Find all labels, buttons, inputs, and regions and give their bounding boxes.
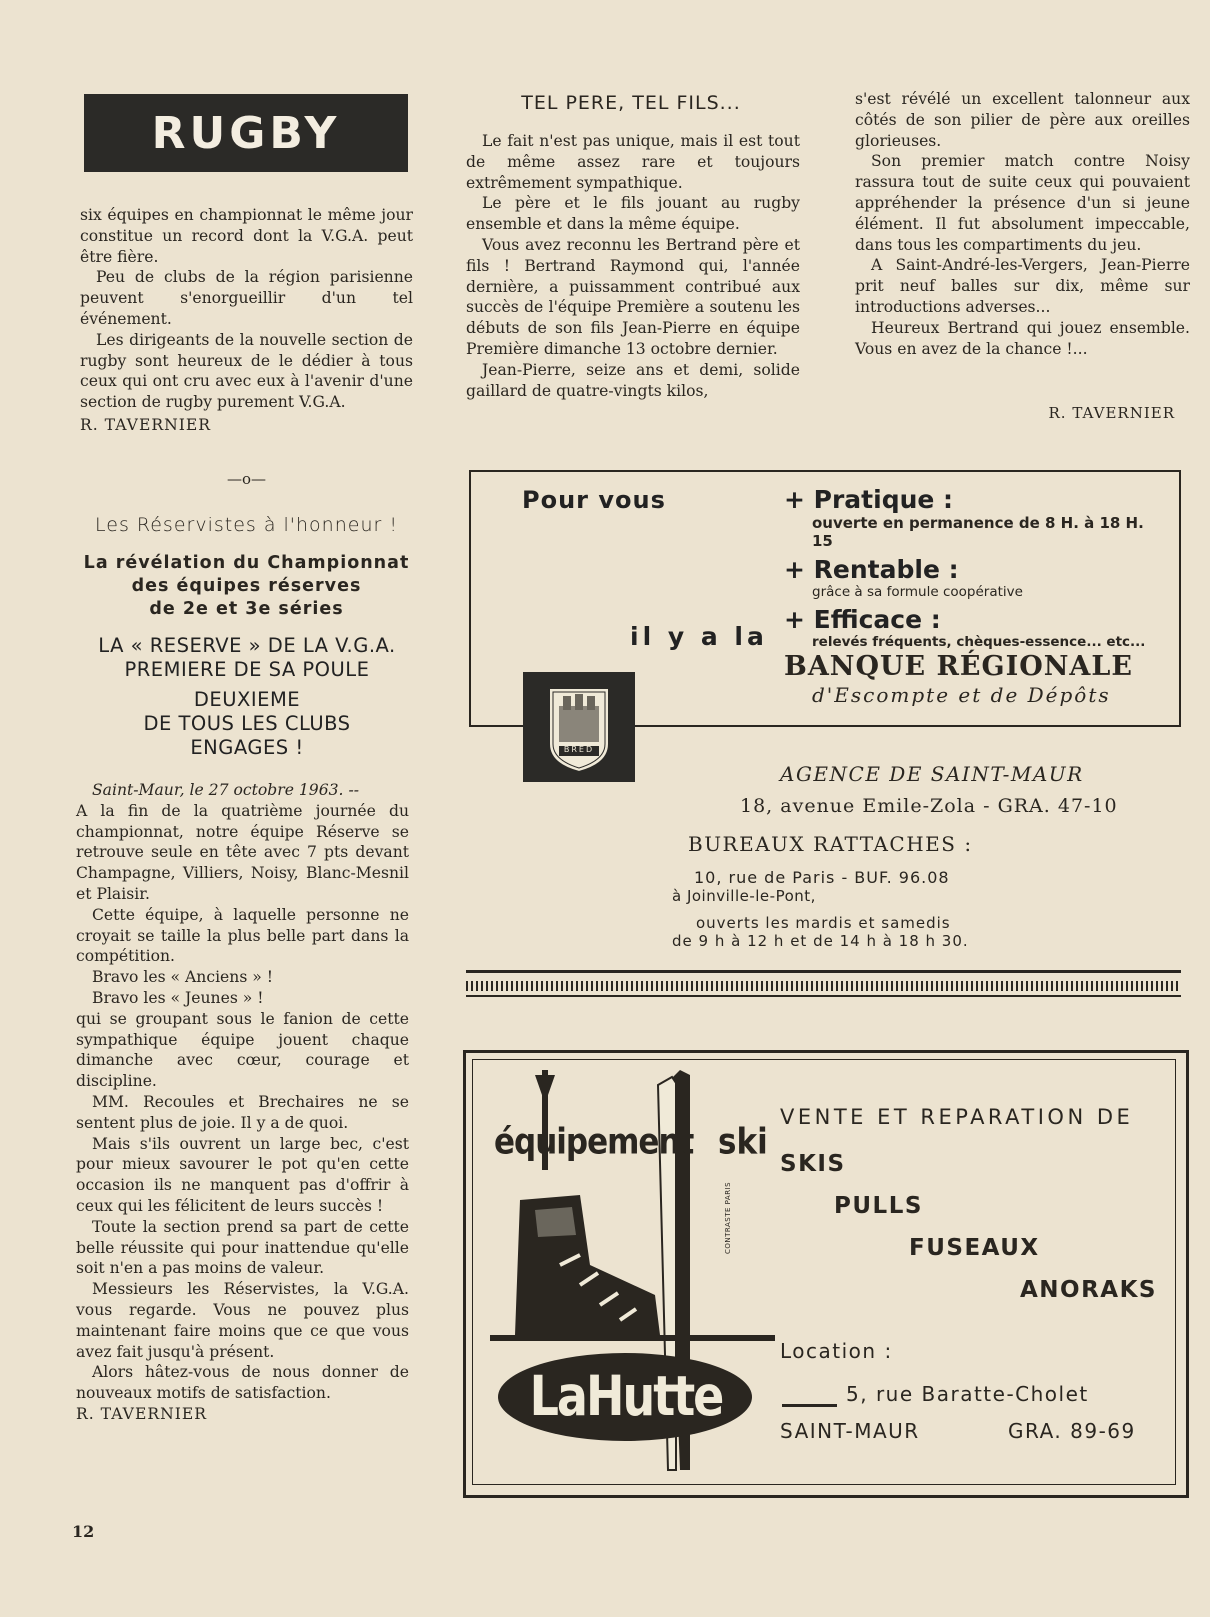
paragraph: MM. Recoules et Brechaires ne se sentent plus de joie. Il y a de quoi. bbox=[76, 1092, 409, 1132]
equipement-label: équipement bbox=[494, 1121, 694, 1163]
vente-line: VENTE ET REPARATION DE bbox=[780, 1105, 1134, 1129]
hours-line: de 9 h à 12 h et de 14 h à 18 h 30. bbox=[672, 932, 969, 950]
left-column-article bbox=[76, 780, 409, 1425]
address-underline bbox=[782, 1404, 837, 1407]
bureaux-heading: BUREAUX RATTACHES : bbox=[688, 832, 973, 856]
paragraph: Le fait n'est pas unique, mais il est tout de même assez rare et toujours extrêmement sympathique. bbox=[466, 132, 800, 192]
middle-column bbox=[466, 131, 800, 401]
logo-text: BRED bbox=[563, 745, 595, 754]
headline-line: ENGAGES ! bbox=[190, 736, 304, 759]
revelation-line: de 2e et 3e séries bbox=[149, 599, 344, 619]
bank-subname: d'Escompte et de Dépôts bbox=[812, 683, 1111, 707]
il-y-a-la-label: il y a la bbox=[630, 622, 768, 651]
location-label: Location : bbox=[780, 1339, 893, 1363]
paragraph: Peu de clubs de la région parisienne peuvent s'enorgueillir d'un tel événement. bbox=[80, 268, 413, 328]
bureau-address: 10, rue de Paris - BUF. 96.08 bbox=[694, 868, 950, 887]
headline-line: LA « RESERVE » DE LA V.G.A. bbox=[98, 634, 396, 657]
ski-shop-city: SAINT-MAUR bbox=[780, 1419, 920, 1443]
hours-line: ouverts les mardis et samedis bbox=[696, 914, 951, 932]
divider-rule bbox=[466, 995, 1181, 997]
pour-vous-label: Pour vous bbox=[522, 486, 666, 514]
rugby-section-banner: RUGBY bbox=[84, 94, 408, 172]
middle-article-title: TEL PERE, TEL FILS... bbox=[521, 92, 741, 114]
bred-shield-icon bbox=[523, 672, 635, 782]
signature: R. TAVERNIER bbox=[80, 415, 212, 434]
paragraph: s'est révélé un excellent talonneur aux côtés de son pilier de père aux oreilles glorieuses. bbox=[855, 90, 1190, 150]
paragraph: Alors hâtez-vous de nous donner de nouveaux motifs de satisfaction. bbox=[76, 1363, 409, 1403]
paragraph: Messieurs les Réservistes, la V.G.A. vous regarde. Vous ne pouvez plus maintenant faire moins que ce que vous avez fait jusqu'à présent. bbox=[76, 1280, 409, 1361]
bred-logo bbox=[523, 672, 635, 782]
product-fuseaux: FUSEAUX bbox=[909, 1235, 1040, 1261]
signature: R. TAVERNIER bbox=[76, 1404, 208, 1423]
product-anoraks: ANORAKS bbox=[1020, 1277, 1157, 1303]
ski-label: ski bbox=[718, 1121, 768, 1163]
signature: R. TAVERNIER bbox=[1048, 404, 1175, 422]
revelation-line: des équipes réserves bbox=[131, 576, 362, 596]
dateline: Saint-Maur, le 27 octobre 1963. -- bbox=[92, 781, 360, 799]
paragraph: Son premier match contre Noisy rassura tout de suite ceux qui pouvaient appréhender la présence d'un si jeune élément. Il fut absolument impeccable, dans tous les compartiments du jeu. bbox=[855, 152, 1190, 254]
product-pulls: PULLS bbox=[834, 1193, 923, 1219]
bank-name: BANQUE RÉGIONALE bbox=[784, 651, 1133, 682]
right-column bbox=[855, 89, 1190, 359]
paragraph: Jean-Pierre, seize ans et demi, solide gaillard de quatre-vingts kilos, bbox=[466, 360, 800, 400]
divider-hatch bbox=[466, 981, 1181, 991]
reservists-title: Les Réservistes à l'honneur ! bbox=[95, 514, 398, 536]
headline-line: DE TOUS LES CLUBS bbox=[143, 712, 351, 735]
paragraph: Toute la section prend sa part de cette belle réussite qui pour inattendue qu'elle soit n'en a pas moins de valeur. bbox=[76, 1217, 409, 1278]
paragraph: Bravo les « Jeunes » ! bbox=[92, 988, 264, 1007]
paragraph: A la fin de la quatrième journée du championnat, notre équipe Réserve se retrouve seule en tête avec 7 pts devant Champagne, Villiers, Noisy, Blanc-Mesnil et Plaisir. bbox=[76, 801, 409, 903]
page-number: 12 bbox=[72, 1522, 95, 1541]
headline-line: PREMIERE DE SA POULE bbox=[124, 658, 370, 681]
separator: —o— bbox=[226, 470, 267, 488]
paragraph: Les dirigeants de la nouvelle section de rugby sont heureux de le dédier à tous ceux qui ont cru avec eux à l'avenir d'une section de rugby purement V.G.A. bbox=[80, 330, 413, 412]
paragraph: Vous avez reconnu les Bertrand père et fils ! Bertrand Raymond qui, l'année dernière, a puissamment contribué aux succès de l'équipe Première a soutenu les débuts de son fils Jean-Pierre en équipe Première dimanche 13 octobre dernier. bbox=[466, 235, 800, 358]
left-column-intro bbox=[80, 205, 413, 436]
divider-rule bbox=[466, 970, 1181, 973]
ski-shop-phone: GRA. 89-69 bbox=[1008, 1419, 1136, 1443]
benefit-sub: ouverte en permanence de 8 H. à 18 H. 15 bbox=[812, 514, 1144, 550]
main-headline bbox=[72, 634, 422, 760]
paragraph: six équipes en championnat le même jour constitue un record dont la V.G.A. peut être fière. bbox=[80, 206, 413, 266]
benefit-title: + Rentable : bbox=[784, 555, 959, 584]
product-skis: SKIS bbox=[780, 1151, 846, 1177]
paragraph: Bravo les « Anciens » ! bbox=[92, 968, 274, 987]
revelation-subtitle bbox=[80, 552, 413, 621]
paragraph: Cette équipe, à laquelle personne ne croyait se taille la plus belle part dans la compétition. bbox=[76, 905, 409, 966]
paragraph: Mais s'ils ouvrent un large bec, c'est pour mieux savourer le pot qu'en cette occasion ils ne manquent pas d'offrir à ceux qui les félicitent de leurs succès ! bbox=[76, 1134, 409, 1215]
agency-address: 18, avenue Emile-Zola - GRA. 47-10 bbox=[740, 795, 1118, 817]
paragraph: A Saint-André-les-Vergers, Jean-Pierre prit neuf balles sur dix, même sur introductions adverses... bbox=[855, 256, 1190, 316]
benefit-title: + Efficace : bbox=[784, 605, 941, 634]
benefit-sub: relevés fréquents, chèques-essence... etc... bbox=[812, 634, 1146, 650]
paragraph: qui se groupant sous le fanion de cette sympathique équipe jouent chaque dimanche avec cœur, courage et discipline. bbox=[76, 1009, 409, 1091]
paragraph: Heureux Bertrand qui jouez ensemble. Vous en avez de la chance !... bbox=[855, 318, 1190, 358]
contraste-credit: CONTRASTE PARIS bbox=[724, 1181, 732, 1254]
paragraph: Le père et le fils jouant au rugby ensemble et dans la même équipe. bbox=[466, 194, 800, 234]
headline-line: DEUXIEME bbox=[193, 688, 301, 711]
revelation-line: La révélation du Championnat bbox=[83, 553, 410, 573]
la-hutte-brand: LaHutte bbox=[529, 1363, 723, 1429]
ski-shop-address: 5, rue Baratte-Cholet bbox=[846, 1382, 1089, 1406]
agency-name: AGENCE DE SAINT-MAUR bbox=[780, 762, 1084, 786]
benefit-title: + Pratique : bbox=[784, 485, 954, 514]
benefit-sub: grâce à sa formule coopérative bbox=[812, 584, 1023, 600]
bank-benefits bbox=[784, 486, 1164, 650]
bureau-city: à Joinville-le-Pont, bbox=[672, 887, 816, 905]
